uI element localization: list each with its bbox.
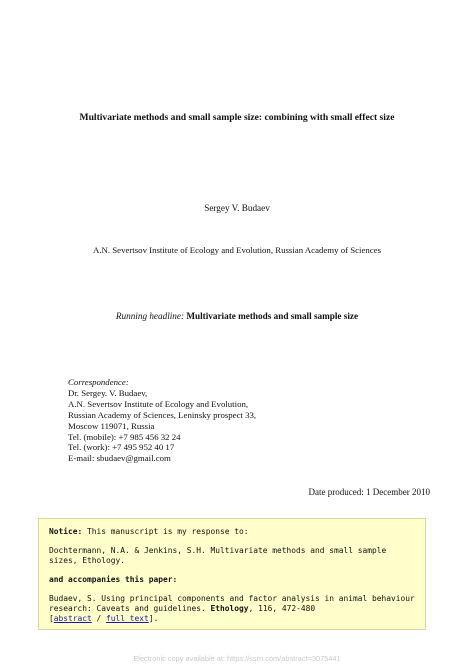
notice-accompanies-text: and accompanies this paper: xyxy=(49,575,178,584)
ssrn-footer-watermark: Electronic copy available at: https://ssrn.com/abstract=3075441 xyxy=(133,654,341,663)
notice-box xyxy=(38,518,426,630)
correspondence-block xyxy=(68,377,256,464)
running-headline-label: Running headline: xyxy=(115,311,185,321)
correspondence-line: Tel. (work): +7 495 952 40 17 xyxy=(68,442,175,453)
notice-accompanies xyxy=(49,575,417,585)
notice-separator: / xyxy=(91,614,107,623)
correspondence-line: Dr. Sergey. V. Budaev, xyxy=(68,387,148,398)
running-headline-text: Multivariate methods and small sample size xyxy=(186,311,359,321)
running-headline xyxy=(0,311,474,321)
notice-intro xyxy=(49,527,417,537)
notice-reference-2 xyxy=(49,594,417,624)
notice-label: Notice: xyxy=(49,527,83,536)
correspondence-line: Moscow 119071, Russia xyxy=(68,420,155,431)
notice-reference-2-text: Budaev, S. Using principal components and factor analysis in animal behaviour research: Caveats and guidelines. xyxy=(49,594,415,613)
notice-reference-2-tail: , 116, 472-480 xyxy=(248,604,316,613)
notice-journal: Ethology xyxy=(210,604,249,613)
correspondence-line: A.N. Severtsov Institute of Ecology and Evolution, xyxy=(68,398,249,409)
date-produced: Date produced: 1 December 2010 xyxy=(308,487,430,497)
author-affiliation: A.N. Severtsov Institute of Ecology and Evolution, Russian Academy of Sciences xyxy=(92,245,382,255)
correspondence-email: E-mail: sbudaev@gmail.com xyxy=(68,453,171,464)
full-text-link[interactable]: full text xyxy=(106,614,149,623)
notice-open-bracket: [ xyxy=(49,614,54,623)
paper-title: Multivariate methods and small sample size: combining with small effect size xyxy=(79,112,395,123)
notice-close-bracket: ]. xyxy=(148,614,159,623)
notice-reference-1: Dochtermann, N.A. & Jenkins, S.H. Multivariate methods and small sample sizes, Ethology. xyxy=(49,546,387,565)
correspondence-heading: Correspondence: xyxy=(68,377,129,387)
notice-intro-text: This manuscript is my response to: xyxy=(87,527,249,536)
correspondence-line: Russian Academy of Sciences, Leninsky prospect 33, xyxy=(68,409,257,420)
correspondence-line: Tel. (mobile): +7 985 456 32 24 xyxy=(68,431,181,442)
author-name: Sergey V. Budaev xyxy=(204,203,270,213)
abstract-link[interactable]: abstract xyxy=(53,614,92,623)
